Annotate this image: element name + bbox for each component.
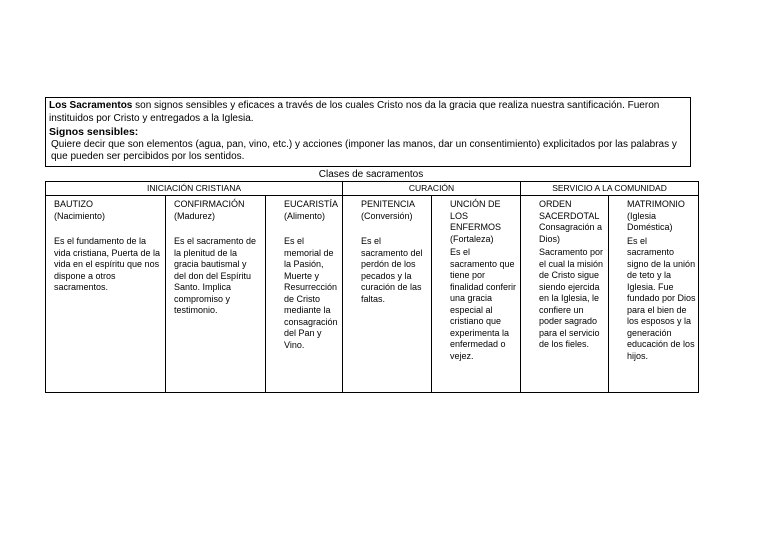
sacramento-sub: (Nacimiento) [54, 210, 106, 221]
sacramento-sub: (Madurez) [174, 210, 216, 221]
sacramento-name: PENITENCIA [361, 199, 416, 209]
sacramento-name: UNCIÓN DE LOS ENFERMOS [450, 199, 502, 232]
table-title: Clases de sacramentos [318, 169, 424, 180]
sacramentos-table [45, 181, 699, 393]
intro-term: Los Sacramentos [49, 100, 133, 111]
cell-uncion [432, 196, 521, 393]
sacramento-name: MATRIMONIO [627, 199, 685, 209]
group-iniciacion: INICIACIÓN CRISTIANA [46, 182, 343, 196]
signos-heading: Signos sensibles: [49, 126, 139, 138]
signos-text: Quiere decir que son elementos (agua, pan, vino, etc.) y acciones (imponer las manos, dar un consentimiento) explicitados por las palabras y que pueden ser percibidos por los sentidos. [51, 138, 677, 162]
sacramento-sub: (Alimento) [284, 210, 326, 221]
group-curacion: CURACIÓN [343, 182, 521, 196]
sacramento-desc: Es el sacramento del perdón de los pecados y la curación de las faltas. [361, 236, 423, 304]
sacramento-sub: (Conversión) [361, 210, 413, 221]
intro-definition: son signos sensibles y eficaces a través de los cuales Cristo nos da la gracia que realiza nuestra santificación. Fueron instituidos por Cristo y entregados a la Iglesia. [49, 100, 660, 124]
sacramento-desc: Es el fundamento de la vida cristiana, Puerta de la vida en el espíritu que nos dispone a otros sacramentos. [54, 236, 161, 292]
sacramento-sub: Consagración a Dios) [539, 222, 603, 244]
cell-eucaristia [266, 196, 343, 393]
cell-bautizo [46, 196, 166, 393]
sacramento-desc: Sacramento por el cual la misión de Cristo sigue siendo ejercida en la Iglesia, le confiere un poder sagrado para el servicio de los fieles. [539, 247, 604, 349]
cell-confirmacion [166, 196, 266, 393]
sacramento-desc: Es el sacramento de la plenitud de la gracia bautismal y del don del Espíritu Santo. Implica compromiso y testimonio. [174, 236, 257, 315]
cell-penitencia [343, 196, 432, 393]
sacramentos-row [46, 196, 699, 393]
intro-paragraph [49, 100, 687, 125]
sacramento-name: ORDEN SACERDOTAL [539, 199, 600, 221]
sacramento-name: BAUTIZO [54, 199, 94, 209]
sacramento-sub: (Iglesia Doméstica) [627, 210, 673, 232]
group-servicio: SERVICIO A LA COMUNIDAD [521, 182, 699, 196]
intro-box [45, 97, 691, 167]
cell-matrimonio [609, 196, 699, 393]
sacramento-name: CONFIRMACIÓN [174, 199, 245, 209]
sacramento-sub: (Fortaleza) [450, 233, 494, 244]
sacramento-name: EUCARISTÍA [284, 199, 339, 209]
sacramento-desc: Es el sacramento signo de la unión de teto y la Iglesia. Fue fundado por Dios para el bien de los esposos y la generación educación de los hijos. [627, 235, 696, 361]
cell-orden [521, 196, 609, 393]
sacramento-desc: Es el memorial de la Pasión, Muerte y Resurrección de Cristo mediante la consagración del Pan y Vino. [284, 236, 338, 350]
group-header-row [46, 182, 699, 196]
sacramento-desc: Es el sacramento que tiene por finalidad conferir una gracia especial al cristiano que experimenta la enfermedad o vejez. [450, 247, 517, 361]
